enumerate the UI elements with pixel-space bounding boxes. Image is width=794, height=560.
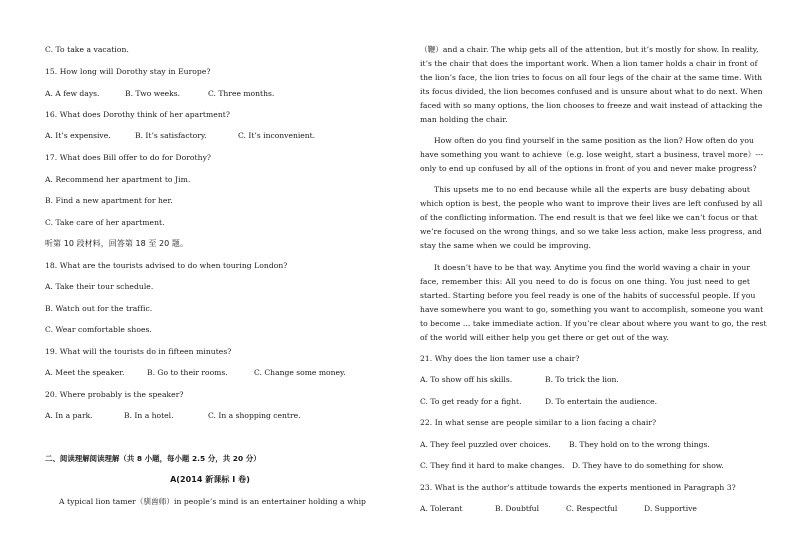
q23-option-d: D. Supportive	[644, 504, 697, 513]
p3-line: of the conflicting information. The end result is that we feel like we can’t focus or that	[420, 213, 758, 222]
p4-line: have somewhere you want to go, something you want to accomplish, someone you want	[420, 305, 764, 314]
question-19: 19. What will the tourists do in fifteen minutes?	[45, 347, 232, 356]
q20-option-a: A. In a park.	[45, 411, 93, 420]
question-21: 21. Why does the lion tamer use a chair?	[420, 354, 580, 363]
p1-line: it’s the chair that does the important work. When a lion tamer holds a chair in front of	[420, 59, 758, 68]
q22-option-a: A. They feel puzzled over choices.	[420, 440, 551, 449]
q19-option-c: C. Change some money.	[254, 368, 346, 377]
q16-option-b: B. It’s satisfactory.	[135, 131, 207, 140]
p2-line: have something you want to achieve（e.g. lose weight, start a business, travel more）---	[420, 150, 764, 159]
q15-option-a: A. A few days.	[45, 89, 100, 98]
q14-option-c: C. To take a vacation.	[45, 45, 129, 54]
p3-line: stay the same when we could be improving.	[420, 241, 591, 250]
q16-option-a: A. It’s expensive.	[45, 131, 111, 140]
question-22: 22. In what sense are people similar to a lion facing a chair?	[420, 418, 657, 427]
q23-option-c: C. Respectful	[566, 504, 618, 513]
p1-line: the lion’s face, the lion tries to focus on all four legs of the chair at the same time. With	[420, 73, 763, 82]
q18-option-b: B. Watch out for the traffic.	[45, 304, 153, 313]
q19-option-b: B. Go to their rooms.	[147, 368, 228, 377]
q18-option-a: A. Take their tour schedule.	[45, 282, 154, 291]
p1-line: man holding the chair.	[420, 115, 508, 124]
q19-option-a: A. Meet the speaker.	[45, 368, 125, 377]
q15-option-c: C. Three months.	[208, 89, 275, 98]
p3-line: we’re focused on the wrong things, and so we take less action, make less progress, and	[420, 227, 762, 236]
passage-first-line: A typical lion tamer（驯兽师）in people’s mind is an entertainer holding a whip	[59, 497, 366, 506]
question-16: 16. What does Dorothy think of her apartment?	[45, 110, 230, 119]
q23-option-b: B. Doubtful	[495, 504, 540, 513]
p4-line: of the world will either help you get there or get out of the way.	[420, 333, 669, 342]
p4-line: face, remember this: All you need to do is focus on one thing. You just need to get	[420, 277, 750, 286]
p2-line: only to end up confused by all of the options in front of you and never make progress?	[420, 164, 757, 173]
q23-option-a: A. Tolerant	[420, 504, 463, 513]
q15-option-b: B. Two weeks.	[125, 89, 181, 98]
q17-option-c: C. Take care of her apartment.	[45, 218, 165, 227]
p1-line: faced with so many options, the lion chooses to freeze and wait instead of attacking the	[420, 101, 763, 110]
q17-option-b: B. Find a new apartment for her.	[45, 196, 173, 205]
question-18: 18. What are the tourists advised to do when touring London?	[45, 261, 288, 270]
q21-option-a: A. To show off his skills.	[420, 375, 513, 384]
p2-line: How often do you find yourself in the same position as the lion? How often do you	[434, 136, 754, 145]
p1-line: its focus divided, the lion becomes confused and is unsure about what to do next. When	[420, 87, 763, 96]
q21-option-b: B. To trick the lion.	[545, 375, 619, 384]
q17-option-a: A. Recommend her apartment to Jim.	[45, 175, 191, 184]
p1-line: （鞭）and a chair. The whip gets all of the attention, but it’s mostly for show. In reality,	[420, 45, 759, 54]
question-20: 20. Where probably is the speaker?	[45, 390, 184, 399]
section-heading: 二、阅读理解阅读理解（共 8 小题，每小题 2.5 分，共 20 分）	[45, 454, 261, 463]
p3-line: This upsets me to no end because while all the experts are busy debating about	[434, 185, 750, 194]
q21-option-d: D. To entertain the audience.	[545, 397, 658, 406]
q22-option-b: B. They hold on to the wrong things.	[569, 440, 710, 449]
q16-option-c: C. It’s inconvenient.	[238, 131, 316, 140]
q21-option-c: C. To get ready for a fight.	[420, 397, 522, 406]
q22-option-c: C. They find it hard to make changes.	[420, 461, 565, 470]
listening-instruction: 听第 10 段材料，回答第 18 至 20 题。	[45, 239, 188, 248]
question-17: 17. What does Bill offer to do for Dorothy?	[45, 153, 212, 162]
p4-line: started. Starting before you feel ready is one of the habits of successful people. If you	[420, 291, 756, 300]
question-15: 15. How long will Dorothy stay in Europe?	[45, 67, 211, 76]
p3-line: which option is best, the people who want to improve their lives are left confused by all	[420, 199, 763, 208]
passage-title: A(2014 新课标 I 卷)	[170, 475, 250, 484]
q18-option-c: C. Wear comfortable shoes.	[45, 325, 152, 334]
q20-option-b: B. In a hotel.	[124, 411, 174, 420]
p4-line: It doesn’t have to be that way. Anytime you find the world waving a chair in your	[434, 263, 750, 272]
q22-option-d: D. They have to do something for show.	[572, 461, 724, 470]
q20-option-c: C. In a shopping centre.	[208, 411, 301, 420]
p4-line: to become … take immediate action. If you’re clear about where you want to go, the rest	[420, 319, 767, 328]
question-23: 23. What is the author’s attitude towards the experts mentioned in Paragraph 3?	[420, 483, 736, 492]
